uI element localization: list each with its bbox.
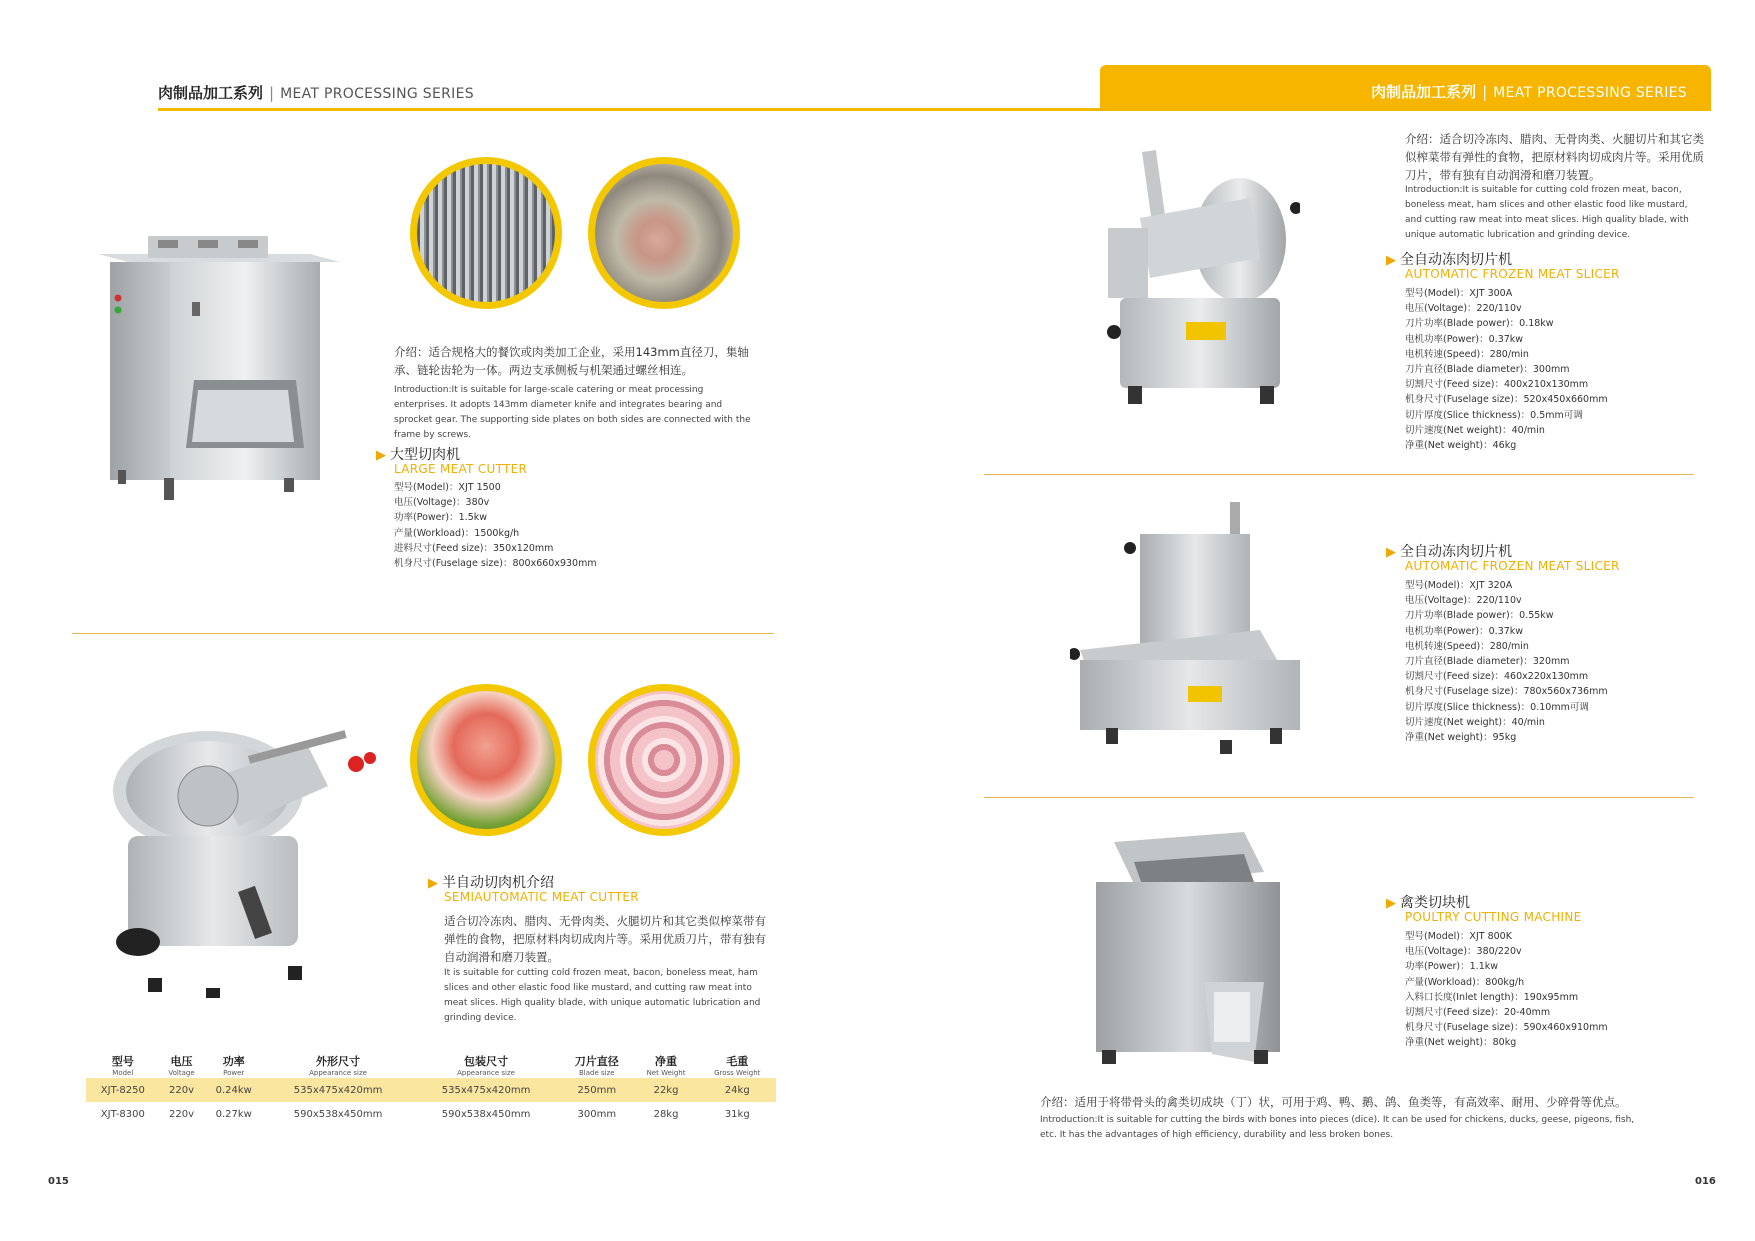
spec-line: 机身尺寸(Fuselage size)：520x450x660mm <box>1405 394 1608 406</box>
right-header-en: MEAT PROCESSING SERIES <box>1493 85 1687 101</box>
left-header-rule <box>158 108 1100 111</box>
table-header-cell: 刀片直径 Blade size <box>574 1055 619 1077</box>
spec-line: 切割尺寸(Feed size)：20-40mm <box>1405 1007 1551 1019</box>
spec-line: 切片速度(Net weight)：40/min <box>1405 424 1545 436</box>
blades-closeup-image <box>410 157 562 309</box>
spec-line: 产量(Workload)：1500kg/h <box>394 527 520 539</box>
table-cell: 24kg <box>699 1078 776 1102</box>
spec-line: 电机转速(Speed)：280/min <box>1405 640 1529 652</box>
spec-line: 刀片直径(Blade diameter)：300mm <box>1405 364 1570 376</box>
spec-line: 刀片功率(Blade power)：0.55kw <box>1405 610 1554 622</box>
spec-line: 刀片直径(Blade diameter)：320mm <box>1405 656 1570 668</box>
spec-line: 刀片功率(Blade power)：0.18kw <box>1405 318 1554 330</box>
spec-line: 机身尺寸(Fuselage size)：590x460x910mm <box>1405 1022 1608 1034</box>
table-cell: 0.27kw <box>215 1108 252 1120</box>
table-cell: 535x475x420mm <box>412 1078 560 1102</box>
left-divider <box>72 633 774 634</box>
left-header-cn: 肉制品加工系列 <box>158 84 264 102</box>
poultry-desc-en: Introduction:It is suitable for cutting the birds with bones into pieces (dice). It can be used for chickens, ducks, geese, pigeons, fish, etc. It has the advantages of high efficiency, durability and less broken bones. <box>1040 1115 1635 1140</box>
table-cell: XJT-8250 <box>86 1078 160 1102</box>
table-header-cell: 型号 Model <box>111 1055 134 1077</box>
table-cell: 590x538x450mm <box>293 1108 383 1120</box>
semi-cutter-desc-en: It is suitable for cutting cold frozen meat, bacon, boneless meat, ham slices and other elastic food like mustard, and cutting raw meat into meat slices. High quality blade, with unique automatic lubrication and grinding device. <box>444 968 761 1023</box>
table-row <box>86 1078 776 1102</box>
poultry-title-en: POULTRY CUTTING MACHINE <box>1405 910 1582 924</box>
auto-slicer-300a-image <box>1100 148 1300 410</box>
large-cutter-desc-en: Introduction:It is suitable for large-scale catering or meat processing enterprises. It adopts 143mm diameter knife and integrates bearing and sprocket gear. The supporting side plates on both sides are connected with the frame by screws. <box>394 385 751 440</box>
left-header-sep: | <box>269 84 275 102</box>
table-header-cell: 包装尺寸 Appearance size <box>457 1055 515 1077</box>
spec-line: 电压(Voltage)：380v <box>394 497 490 509</box>
right-header-sep: | <box>1482 83 1488 101</box>
left-header <box>158 82 474 103</box>
poultry-specs <box>1405 929 1608 1051</box>
right-divider-1 <box>984 474 1694 475</box>
spec-line: 入料口长度(Inlet length)：190x95mm <box>1405 991 1579 1003</box>
large-cutter-desc-cn: 介绍：适合规格大的餐饮或肉类加工企业，采用143mm直径刀，集轴承、链轮齿轮为一体。两边支承侧板与机架通过螺丝相连。 <box>394 345 749 377</box>
spec-line: 机身尺寸(Fuselage size)：780x560x736mm <box>1405 686 1608 698</box>
left-header-en: MEAT PROCESSING SERIES <box>280 86 474 102</box>
semi-auto-slicer-image <box>88 716 378 1000</box>
table-header-row <box>86 1056 776 1078</box>
spec-line: 净重(Net weight)：80kg <box>1405 1037 1517 1049</box>
triangle-bullet-icon: ▶ <box>428 876 438 891</box>
semi-cutter-title-en: SEMIAUTOMATIC MEAT CUTTER <box>444 890 639 904</box>
semi-cutter-title-cn: 半自动切肉机介绍 <box>442 875 554 891</box>
spec-line: 型号(Model)：XJT 320A <box>1405 580 1513 591</box>
auto300a-desc-en: Introduction:It is suitable for cutting cold frozen meat, bacon, boneless meat, ham slices and other elastic food like mustard, and cutting raw meat into meat slices. High quality blade, with unique automatic lubrication and grinding device. <box>1405 185 1689 240</box>
table-header-cell: 功率 Power <box>222 1055 245 1077</box>
spec-line: 型号(Model)：XJT 800K <box>1405 931 1512 942</box>
auto320a-title <box>1386 541 1512 561</box>
table-header-cell: 外形尺寸 Appearance size <box>309 1055 367 1077</box>
spec-line: 切片厚度(Slice thickness)：0.10mm可调 <box>1405 701 1589 713</box>
spec-line: 产量(Workload)：800kg/h <box>1405 976 1525 988</box>
right-header-cn: 肉制品加工系列 <box>1371 83 1477 101</box>
spec-line: 切割尺寸(Feed size)：460x220x130mm <box>1405 671 1589 683</box>
spec-line: 电压(Voltage)：220/110v <box>1405 303 1522 315</box>
spec-line: 电机功率(Power)：0.37kw <box>1405 625 1524 637</box>
auto320a-title-en: AUTOMATIC FROZEN MEAT SLICER <box>1405 559 1620 573</box>
spec-line: 净重(Net weight)：95kg <box>1405 732 1517 744</box>
spec-line: 功率(Power)：1.5kw <box>394 512 488 524</box>
large-cutter-specs <box>394 480 597 571</box>
auto300a-desc-cn: 介绍：适合切冷冻肉、腊肉、无骨肉类、火腿切片和其它类似榨菜带有弹性的食物，把原材料肉切成肉片等。采用优质刀片，带有独有自动润滑和磨刀装置。 <box>1405 132 1704 182</box>
table-cell: XJT-8300 <box>100 1108 145 1120</box>
beef-rolls-image <box>410 684 562 836</box>
table-cell: 31kg <box>724 1108 750 1120</box>
cut-meat-closeup-image <box>588 157 740 309</box>
table-cell: 535x475x420mm <box>264 1078 412 1102</box>
table-cell: 250mm <box>560 1078 634 1102</box>
right-header-tab <box>1100 65 1711 111</box>
large-cutter-title <box>376 444 460 464</box>
page-number-left: 015 <box>48 1176 69 1187</box>
auto320a-specs <box>1405 578 1608 745</box>
spec-line: 切割尺寸(Feed size)：400x210x130mm <box>1405 379 1589 391</box>
poultry-title <box>1386 892 1470 912</box>
large-cutter-title-cn: 大型切肉机 <box>390 447 460 463</box>
triangle-bullet-icon: ▶ <box>1386 545 1396 560</box>
large-meat-cutter-image <box>88 230 340 512</box>
poultry-title-cn: 禽类切块机 <box>1400 895 1470 911</box>
triangle-bullet-icon: ▶ <box>1386 896 1396 911</box>
page-number-right: 016 <box>1695 1176 1716 1187</box>
spec-line: 进料尺寸(Feed size)：350x120mm <box>394 542 554 554</box>
auto300a-title <box>1386 249 1512 269</box>
table-cell: 220v <box>160 1078 204 1102</box>
table-cell: 0.24kw <box>203 1078 264 1102</box>
right-divider-2 <box>984 797 1694 798</box>
table-cell: 220v <box>169 1108 195 1120</box>
auto300a-specs <box>1405 286 1608 453</box>
spec-line: 型号(Model)：XJT 1500 <box>394 482 501 493</box>
auto-slicer-320a-image <box>1070 500 1316 758</box>
poultry-desc-cn: 介绍：适用于将带骨头的禽类切成块（丁）状，可用于鸡、鸭、鹅、鸽、鱼类等，有高效率、耐用、少碎骨等优点。 <box>1040 1095 1627 1109</box>
spec-line: 功率(Power)：1.1kw <box>1405 961 1499 973</box>
spec-line: 电机功率(Power)：0.37kw <box>1405 333 1524 345</box>
table-header-cell: 电压 Voltage <box>168 1055 195 1077</box>
semi-cutter-spec-table <box>86 1056 776 1126</box>
auto300a-title-en: AUTOMATIC FROZEN MEAT SLICER <box>1405 267 1620 281</box>
spec-line: 电机转速(Speed)：280/min <box>1405 348 1529 360</box>
spec-line: 电压(Voltage)：380/220v <box>1405 946 1522 958</box>
table-row <box>86 1102 776 1126</box>
table-header-cell: 净重 Net Weight <box>646 1055 686 1077</box>
spec-line: 机身尺寸(Fuselage size)：800x660x930mm <box>394 558 597 570</box>
table-cell: 28kg <box>653 1108 679 1120</box>
spec-line: 切片速度(Net weight)：40/min <box>1405 716 1545 728</box>
spec-line: 电压(Voltage)：220/110v <box>1405 595 1522 607</box>
table-header-cell: 毛重 Gross Weight <box>714 1055 761 1077</box>
triangle-bullet-icon: ▶ <box>1386 253 1396 268</box>
semi-cutter-title <box>428 872 554 892</box>
auto300a-title-cn: 全自动冻肉切片机 <box>1400 252 1512 268</box>
pork-rolls-image <box>588 684 740 836</box>
triangle-bullet-icon: ▶ <box>376 448 386 463</box>
poultry-cutter-image <box>1094 832 1284 1068</box>
table-cell: 22kg <box>634 1078 699 1102</box>
auto320a-title-cn: 全自动冻肉切片机 <box>1400 544 1512 560</box>
spec-line: 净重(Net weight)：46kg <box>1405 440 1517 452</box>
spec-line: 切片厚度(Slice thickness)：0.5mm可调 <box>1405 409 1583 421</box>
table-cell: 300mm <box>577 1108 617 1120</box>
semi-cutter-desc-cn: 适合切冷冻肉、腊肉、无骨肉类、火腿切片和其它类似榨菜带有弹性的食物，把原材料肉切成肉片等。采用优质刀片，带有独有自动润滑和磨刀装置。 <box>444 914 766 964</box>
table-cell: 590x538x450mm <box>441 1108 531 1120</box>
spec-line: 型号(Model)：XJT 300A <box>1405 288 1513 299</box>
large-cutter-title-en: LARGE MEAT CUTTER <box>394 462 528 476</box>
